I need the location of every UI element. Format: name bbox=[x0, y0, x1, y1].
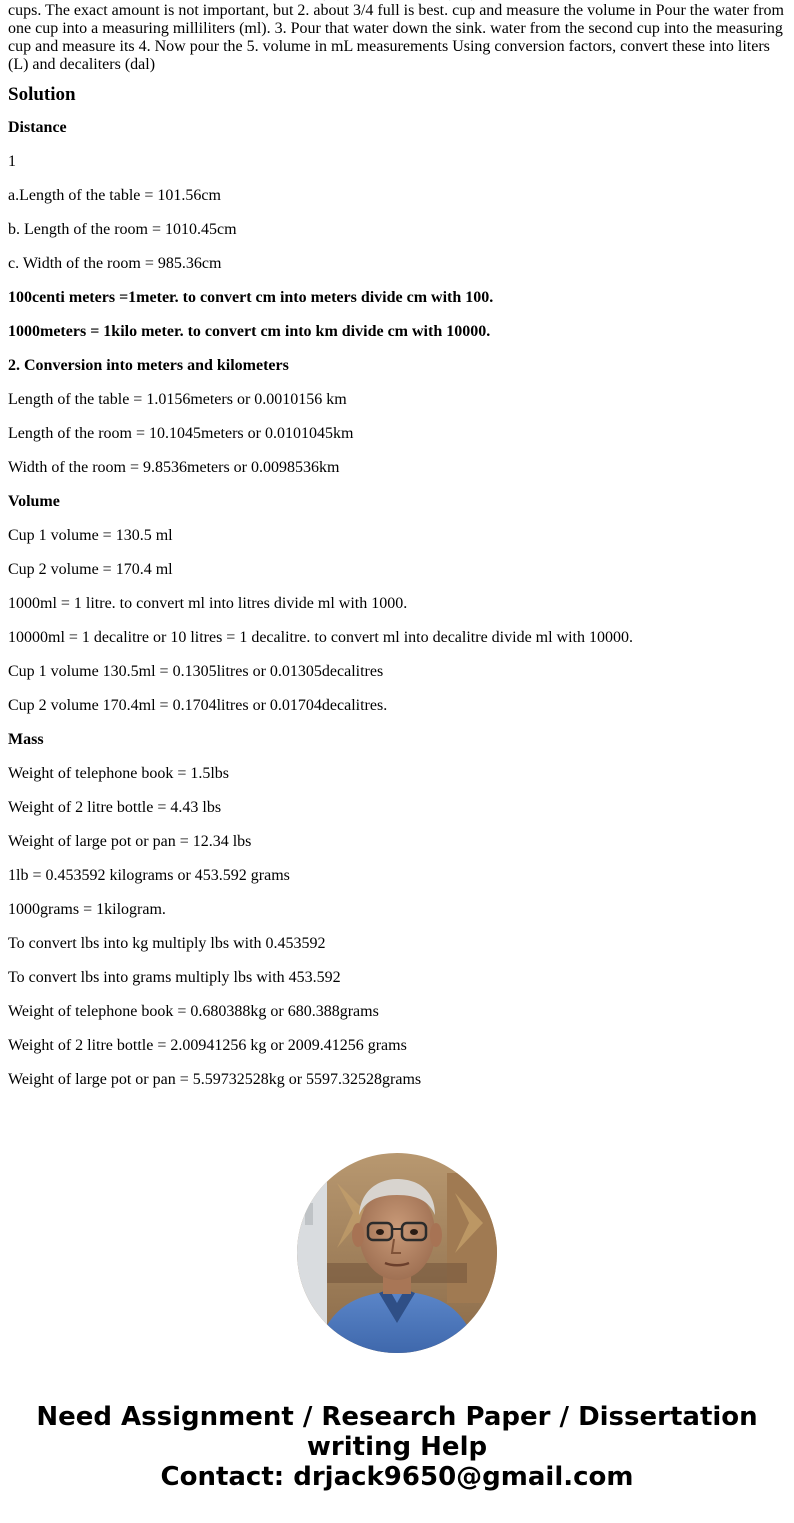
solution-line: Weight of large pot or pan = 5.59732528kg or 5597.32528grams bbox=[8, 1071, 422, 1088]
footer-line-1: Need Assignment / Research Paper / Dissertation bbox=[36, 1402, 758, 1432]
solution-line: Weight of 2 litre bottle = 4.43 lbs bbox=[8, 799, 222, 816]
section-heading-distance: Distance bbox=[8, 119, 67, 136]
solution-line-bold: 1000meters = 1kilo meter. to convert cm into km divide cm with 10000. bbox=[8, 323, 491, 340]
solution-line: Width of the room = 9.8536meters or 0.0098536km bbox=[8, 459, 340, 476]
solution-line: Cup 2 volume = 170.4 ml bbox=[8, 561, 173, 578]
solution-line: c. Width of the room = 985.36cm bbox=[8, 255, 222, 272]
solution-body bbox=[8, 111, 786, 1097]
document-content bbox=[8, 0, 786, 1097]
question-text: cups. The exact amount is not important, but 2. about 3/4 full is best. cup and measure the volume in Pour the water from one cup into a measuring milliliters (ml). 3. Pour that water down the sink. water from the second cup into the measuring cup and measure its 4. Now pour the 5. volume in mL measurements Using conversion factors, convert these into liters (L) and decaliters (dal) bbox=[8, 2, 784, 73]
solution-line: Length of the table = 1.0156meters or 0.0010156 km bbox=[8, 391, 347, 408]
solution-line: Weight of telephone book = 0.680388kg or 680.388grams bbox=[8, 1003, 379, 1020]
avatar-portrait bbox=[297, 1153, 497, 1353]
footer-contact-email: Contact: drjack9650@gmail.com bbox=[160, 1462, 634, 1492]
solution-line: Weight of telephone book = 1.5lbs bbox=[8, 765, 230, 782]
solution-line: Cup 1 volume = 130.5 ml bbox=[8, 527, 173, 544]
section-heading-volume: Volume bbox=[8, 493, 60, 510]
solution-line: Length of the room = 10.1045meters or 0.0101045km bbox=[8, 425, 354, 442]
solution-line: 1 bbox=[8, 153, 16, 170]
section-heading-mass: Mass bbox=[8, 731, 44, 748]
footer-contact-banner bbox=[0, 1402, 794, 1492]
section-heading-conversion: 2. Conversion into meters and kilometers bbox=[8, 357, 289, 374]
solution-line: 1000grams = 1kilogram. bbox=[8, 901, 166, 918]
solution-line: 1lb = 0.453592 kilograms or 453.592 grams bbox=[8, 867, 290, 884]
solution-line: To convert lbs into grams multiply lbs with 453.592 bbox=[8, 969, 341, 986]
solution-line: a.Length of the table = 101.56cm bbox=[8, 187, 221, 204]
solution-heading: Solution bbox=[8, 84, 76, 105]
solution-line: To convert lbs into kg multiply lbs with 0.453592 bbox=[8, 935, 326, 952]
avatar bbox=[297, 1153, 497, 1353]
solution-line: Cup 1 volume 130.5ml = 0.1305litres or 0.01305decalitres bbox=[8, 663, 384, 680]
solution-line: Weight of 2 litre bottle = 2.00941256 kg or 2009.41256 grams bbox=[8, 1037, 407, 1054]
footer-line-2: writing Help bbox=[306, 1432, 488, 1462]
solution-line: Cup 2 volume 170.4ml = 0.1704litres or 0.01704decalitres. bbox=[8, 697, 388, 714]
solution-line: 1000ml = 1 litre. to convert ml into litres divide ml with 1000. bbox=[8, 595, 408, 612]
solution-line: 10000ml = 1 decalitre or 10 litres = 1 decalitre. to convert ml into decalitre divide ml with 10000. bbox=[8, 629, 633, 646]
solution-line: Weight of large pot or pan = 12.34 lbs bbox=[8, 833, 252, 850]
solution-line: b. Length of the room = 1010.45cm bbox=[8, 221, 237, 238]
solution-line-bold: 100centi meters =1meter. to convert cm into meters divide cm with 100. bbox=[8, 289, 494, 306]
